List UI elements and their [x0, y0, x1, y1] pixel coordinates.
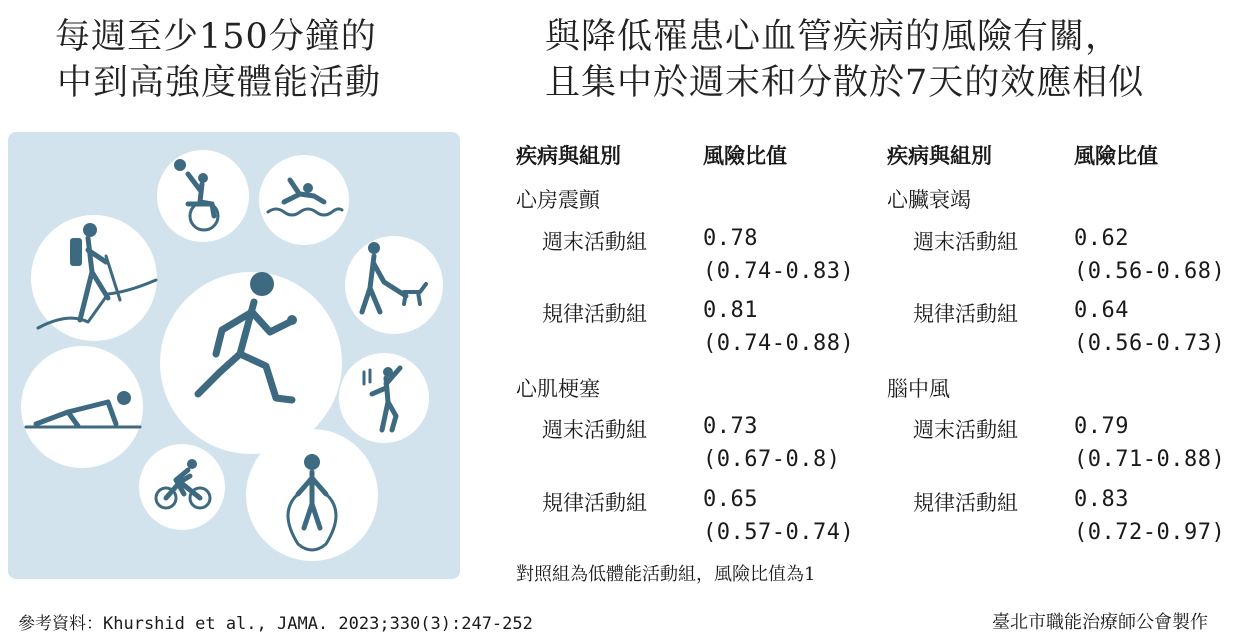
group-label: 週末活動組 — [542, 418, 647, 442]
ratio-ci: (0.74-0.83) — [703, 259, 855, 284]
ratio-ci: (0.74-0.88) — [703, 331, 855, 356]
title-left-line-2: 中到高強度體能活動 — [57, 63, 382, 103]
ratio-ci: (0.72-0.97) — [1074, 520, 1226, 545]
reference-citation — [18, 609, 533, 634]
disease-label: 心臟衰竭 — [887, 188, 971, 212]
group-label: 週末活動組 — [913, 230, 1018, 254]
ratio-value: 0.79 — [1074, 414, 1129, 439]
title-left — [55, 14, 495, 106]
group-label: 規律活動組 — [542, 302, 647, 326]
ratio-value: 0.78 — [703, 226, 758, 251]
producer-credit: 臺北市職能治療師公會製作 — [992, 612, 1208, 633]
group-label: 規律活動組 — [913, 491, 1018, 515]
ratio-ci: (0.67-0.8) — [703, 447, 841, 472]
ratio-value: 0.62 — [1074, 226, 1129, 251]
title-right — [520, 14, 1220, 106]
ratio-ci: (0.57-0.74) — [703, 520, 855, 545]
header-group-right: 疾病與組別 — [887, 143, 992, 168]
ratio-ci: (0.71-0.88) — [1074, 447, 1226, 472]
ratio-ci: (0.56-0.73) — [1074, 331, 1226, 356]
header-value-left: 風險比值 — [703, 143, 787, 168]
circle-swimmer — [259, 155, 349, 245]
ratio-value: 0.65 — [703, 487, 758, 512]
circle-dogwalker — [345, 236, 443, 334]
disease-label: 心房震顫 — [516, 188, 600, 212]
group-label: 規律活動組 — [913, 302, 1018, 326]
ratio-value: 0.64 — [1074, 298, 1129, 323]
reference-text: Khurshid et al., JAMA. 2023;330(3):247-252 — [103, 614, 533, 634]
header-value-right: 風險比值 — [1074, 143, 1158, 168]
ratio-value: 0.83 — [1074, 487, 1129, 512]
ratio-value: 0.81 — [703, 298, 758, 323]
group-label: 週末活動組 — [913, 418, 1018, 442]
activity-icons-svg — [8, 132, 460, 579]
disease-label: 腦中風 — [887, 377, 950, 401]
header-group-left: 疾病與組別 — [516, 143, 621, 168]
circle-runner — [160, 272, 342, 454]
disease-label: 心肌梗塞 — [516, 377, 600, 401]
reference-group-note: 對照組為低體能活動組，風險比值為1 — [516, 564, 816, 585]
reference-label: 參考資料： — [18, 614, 103, 634]
ratio-value: 0.73 — [703, 414, 758, 439]
title-right-line-1: 與降低罹患心血管疾病的風險有關， — [545, 17, 1122, 57]
title-left-line-1: 每週至少150分鐘的 — [55, 17, 377, 57]
activity-illustration — [8, 132, 460, 579]
group-label: 週末活動組 — [542, 230, 647, 254]
group-label: 規律活動組 — [542, 491, 647, 515]
title-right-line-2: 且集中於週末和分散於7天的效應相似 — [545, 63, 1145, 103]
ratio-ci: (0.56-0.68) — [1074, 259, 1226, 284]
